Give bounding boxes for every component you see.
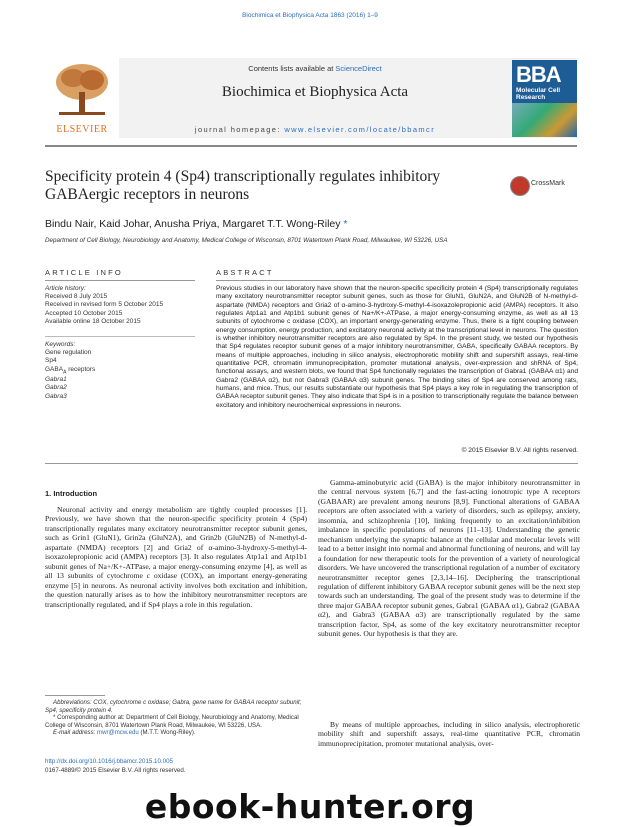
abstract-text: Previous studies in our laboratory have shown that the neuron-specific specificity protein 4 (Sp4) transcriptionally regulates many excitatory neurotransmitter receptor subunit genes, such as those for GluN1, GluN2A, and GluN2B of N-methyl-d-aspartate (NMDA) receptors and Gria2 of α-amino-3-hydroxy-5-methyl-4-isoxazolepropionic acid (AMPA) receptors. It also regulates Atp1a1 and Atp1b1 subunit genes of Na+/K+-ATPase, a major energy-consuming enzyme, as well as all 13 subunits of cytochrome c oxidase (COX), an important energy-generating enzyme. Thus, there is a tight coupling between energy consumption, energy production, and excitatory neuronal activity at the transcriptional level in neurons. The question is whether inhibitory neurotransmitter receptors are also regulated by Sp4. In the present study, we tested our hypothesis that Sp4 regulates receptor subunit genes of a major inhibitory neurotransmitter, GABA, specifically GABAA receptors. By means of multiple approaches, including in silico analysis, electrophoretic mobility shift and supershift assays, real-time quantitative PCR, chromatin immunoprecipitation, promoter mutational analysis, over-expression and shRNA of Sp4, functional assays, and western blots, we found that Sp4 functionally regulates the transcription of Gabra1 (GABAA α1) and Gabra2 (GABAA α2), but not Gabra3 (GABAA α3) subunit genes. The binding sites of Sp4 are conserved among rats, humans, and mice. Thus, our results substantiate our hypothesis that Sp4 plays a key role in regulating the transcription of GABAA receptor subunit genes. They also indicate that Sp4 is in a position to transcriptionally regulate the balance between excitatory and inhibitory neurochemical expressions in neurons. bbox=[216, 285, 578, 409]
history-item: Received 8 July 2015 bbox=[45, 293, 108, 301]
keyword-receptors: receptors bbox=[66, 365, 96, 373]
cover-subtitle: Molecular Cell Research bbox=[516, 87, 561, 101]
history-divider bbox=[45, 336, 195, 337]
email-suffix: (M.T.T. Wong-Riley). bbox=[138, 729, 196, 737]
abbreviations-footnote: Abbreviations: COX, cytochrome c oxidase; Gabra, gene name for GABAA receptor subunit; Sp4, specificity protein 4. bbox=[45, 699, 302, 714]
issn-line: 0167-4889/© 2015 Elsevier B.V. All rights reserved. bbox=[45, 767, 186, 774]
journal-homepage bbox=[150, 125, 480, 134]
sciencedirect-link[interactable]: ScienceDirect bbox=[335, 64, 382, 73]
author-list bbox=[45, 218, 565, 230]
crossmark-button[interactable] bbox=[510, 176, 580, 196]
footnotes bbox=[45, 699, 307, 737]
keyword bbox=[45, 366, 195, 377]
homepage-prefix: journal homepage: bbox=[194, 125, 285, 134]
keywords-label: Keywords: bbox=[45, 341, 76, 348]
journal-title: Biochimica et Biophysica Acta bbox=[221, 84, 409, 100]
keyword: Gabra3 bbox=[45, 392, 67, 400]
abstract-heading: ABSTRACT bbox=[216, 268, 274, 277]
contents-availability bbox=[150, 64, 480, 73]
keyword: Gabra2 bbox=[45, 384, 67, 392]
contents-prefix: Contents lists available at bbox=[248, 64, 336, 73]
email-prefix: E-mail address: bbox=[53, 729, 98, 737]
article-info-heading: ARTICLE INFO bbox=[45, 268, 123, 277]
homepage-link[interactable]: www.elsevier.com/locate/bbamcr bbox=[284, 125, 436, 134]
keyword-subscript: A bbox=[63, 368, 67, 375]
cover-title: BBA bbox=[516, 62, 561, 87]
history-item: Received in revised form 5 October 2015 bbox=[45, 301, 164, 309]
crossmark-label: CrossMark bbox=[531, 180, 565, 187]
header-divider bbox=[45, 145, 577, 147]
cover-image bbox=[512, 103, 577, 137]
keyword: Gabra1 bbox=[45, 376, 67, 384]
keywords bbox=[45, 341, 195, 401]
article-history bbox=[45, 285, 195, 326]
email-footnote bbox=[45, 729, 307, 737]
author-affiliation: Department of Cell Biology, Neurobiology and Anatomy, Medical College of Wisconsin, 8701 Watertown Plank Road, Milwaukee, WI 53226, USA bbox=[45, 237, 448, 244]
article-info-divider bbox=[45, 280, 195, 281]
elsevier-tree-icon bbox=[45, 58, 119, 120]
corresponding-author-mark[interactable]: * bbox=[340, 218, 348, 230]
footnote-divider bbox=[45, 695, 105, 696]
history-item: Accepted 10 October 2015 bbox=[45, 309, 123, 317]
authors-text: Bindu Nair, Kaid Johar, Anusha Priya, Margaret T.T. Wong-Riley bbox=[45, 218, 341, 230]
journal-cover-thumbnail[interactable] bbox=[512, 60, 577, 137]
watermark: ebook-hunter.org bbox=[144, 787, 476, 826]
body-column-right-continued: By means of multiple approaches, including in silico analysis, electrophoretic mobility shift and supershift assays, real-time quantitative PCR, chromatin immunoprecipitation, promoter mutational analysis, over- bbox=[318, 720, 580, 748]
body-divider bbox=[45, 463, 578, 464]
keyword-gaba: GABA bbox=[45, 365, 64, 373]
history-label: Article history: bbox=[45, 285, 86, 292]
body-column-left: Neuronal activity and energy metabolism are tightly coupled processes [1]. Previously, we have shown that the neuron-specific specificity protein 4 (Sp4) transcriptionally regulates many excitatory neurotransmitter receptor subunit genes, such as Grin1 (GluN1), Grin2a (GluN2A), and Grin2b (GluN2B) of N-methyl-d-aspartate (NMDA) receptors [2] and Gria2 of α-amino-3-hydroxy-5-methyl-4-isoxazolepropionic acid (AMPA) receptors [3]. It also regulates Atp1a1 and Atp1b1 subunit genes of Na+/K+-ATPase, a major energy-consuming enzyme [4], as well as all 13 subunits of cytochrome c oxidase (COX), an important energy-generating enzyme [5] in neurons. As neuronal activity involves both excitation and inhibition, the question naturally arises as to how the inhibitory neurotransmitter receptors are transcriptionally regulated, and if Sp4 plays a role in this regulation. bbox=[45, 505, 307, 609]
body-column-right: Gamma-aminobutyric acid (GABA) is the major inhibitory neurotransmitter in the central nervous system [6,7] and the fast-acting ionotropic type A receptors (GABAAR) are prevalent among neurons [8,9]. Functional alterations of GABAA receptors are often associated with a variety of disorders, such as epilepsy, anxiety, insomnia, and schizophrenia [10], linking frequently to an excitation/inhibition imbalance in specific populations of neurons [11–13]. Understanding the genetic mechanism underlying the synaptic balance at the cellular and molecular levels will lead to a better insight into normal and abnormal functioning of neurons, and will lay a foundation for new therapeutic tools for the prevention of a variety of neurological disorders. We have uncovered the transcriptional regulation of a number of excitatory neurotransmitter receptor genes [2,3,14–16]. Deciphering the transcriptional regulation of different inhibitory GABAA receptor subunit genes will be the next step towards such an understanding. The goal of the present study was to determine if the three major GABAA receptor subunit genes, Gabra1 (GABAA α1), Gabra2 (GABAA α2), and Gabra3 (GABAA α3) are transcriptionally regulated by the same transcription factor, Sp4, as some of the key excitatory neurotransmitter receptor subunit genes. Our hypothesis is that they are. bbox=[318, 478, 580, 639]
corresponding-author-footnote: * Corresponding author at: Department of Cell Biology, Neurobiology and Anatomy, Medical College of Wisconsin, 8701 Watertown Plank Road, Milwaukee, WI 53226, USA. bbox=[45, 714, 299, 729]
journal-citation-line[interactable]: Biochimica et Biophysica Acta 1863 (2016) 1–9 bbox=[242, 12, 378, 19]
history-item: Available online 18 October 2015 bbox=[45, 317, 141, 325]
keyword: Sp4 bbox=[45, 357, 57, 365]
elsevier-wordmark: ELSEVIER bbox=[56, 124, 108, 135]
keyword: Gene regulation bbox=[45, 349, 92, 357]
abstract-divider bbox=[216, 280, 578, 281]
section-heading: 1. Introduction bbox=[45, 489, 98, 498]
copyright-notice: © 2015 Elsevier B.V. All rights reserved. bbox=[461, 447, 578, 454]
email-link[interactable]: mwr@mcw.edu bbox=[97, 729, 139, 737]
crossmark-icon bbox=[510, 176, 530, 196]
doi-link[interactable]: http://dx.doi.org/10.1016/j.bbamcr.2015.10.005 bbox=[45, 758, 173, 765]
article-title: Specificity protein 4 (Sp4) transcriptionally regulates inhibitory GABAergic receptors in neurons bbox=[45, 168, 441, 203]
